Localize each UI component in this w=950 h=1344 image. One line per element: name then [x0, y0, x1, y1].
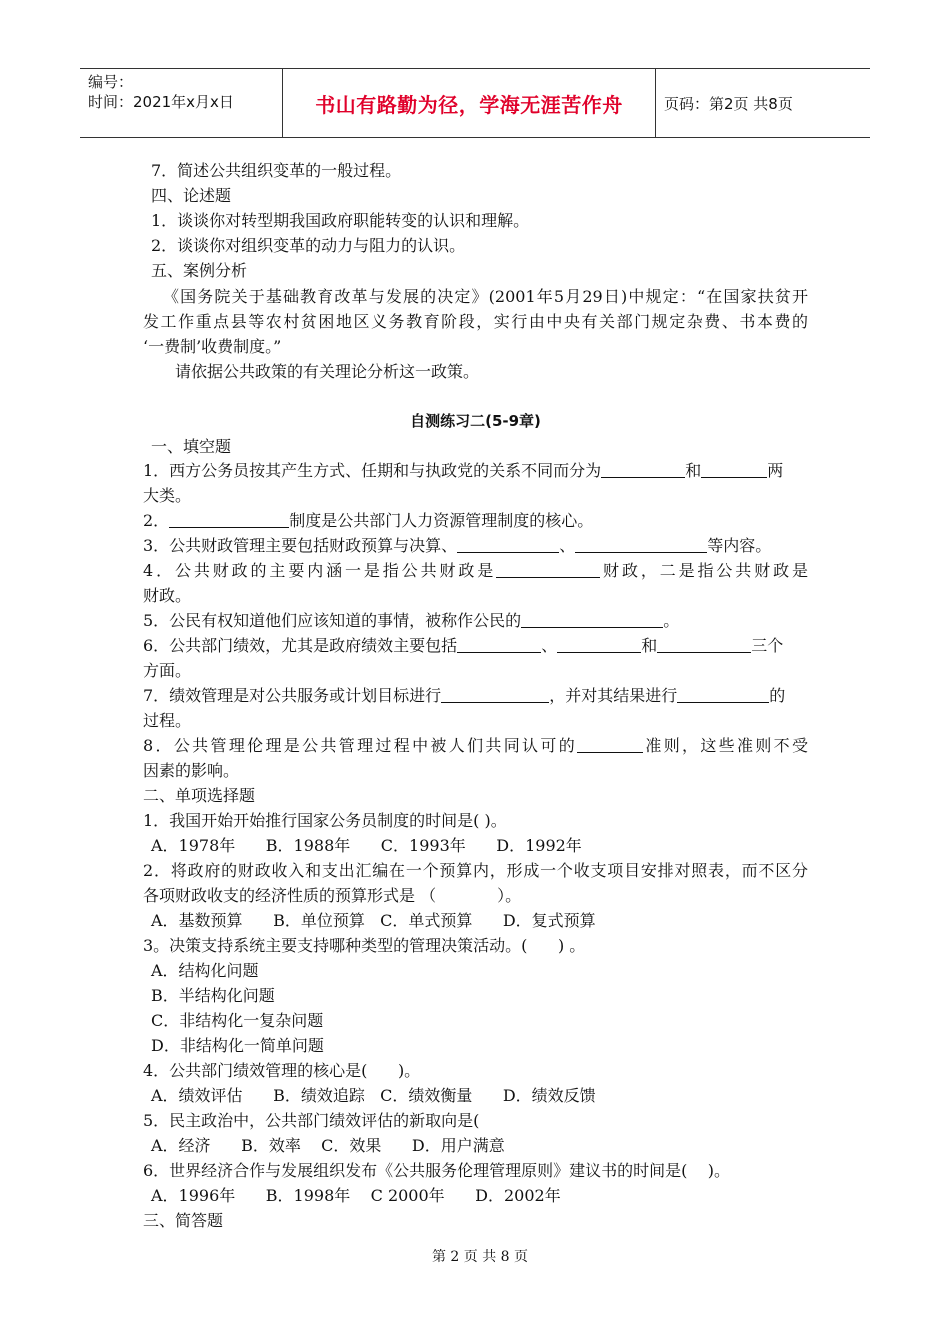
essay-question-1: 1．谈谈你对转型期我国政府职能转变的认识和理解。 [151, 211, 530, 230]
question-text: 准则，这些准则不受 [643, 736, 808, 755]
choice-options-2: A．基数预算 B．单位预算 C．单式预算 D．复式预算 [151, 911, 596, 930]
answer-blank[interactable] [601, 459, 685, 478]
question-text: 的 [769, 686, 786, 705]
fill-question-8-cont: 因素的影响。 [143, 761, 240, 780]
choice-question-2: 2．将政府的财政收入和支出汇编在一个预算内，形成一个收支项目安排对照表，而不区分 [143, 861, 808, 880]
choice-options-1: A．1978年 B．1988年 C．1993年 D．1992年 [151, 836, 582, 855]
question-text: 三个 [751, 636, 784, 655]
section-heading-short-answer: 三、简答题 [143, 1211, 224, 1230]
question-text: 。 [663, 611, 680, 630]
fill-question-2 [143, 508, 808, 533]
choice-question-2-cont: 各项财政收支的经济性质的预算形式是 （ ）。 [143, 886, 522, 905]
case-prompt: 请依据公共政策的有关理论分析这一政策。 [175, 362, 480, 381]
choice-options-6: A．1996年 B．1998年 C 2000年 D．2002年 [151, 1186, 561, 1205]
answer-blank[interactable] [169, 509, 289, 528]
fill-question-8 [143, 733, 808, 758]
fill-question-4 [143, 558, 808, 583]
answer-blank[interactable] [657, 634, 751, 653]
answer-blank[interactable] [441, 684, 549, 703]
question-text: 两 [767, 461, 784, 480]
choice-option-a: A．结构化问题 [151, 961, 259, 980]
question-7: 7．简述公共组织变革的一般过程。 [151, 161, 402, 180]
essay-question-2: 2．谈谈你对组织变革的动力与阻力的认识。 [151, 236, 466, 255]
fill-question-6 [143, 633, 808, 658]
fill-question-6-cont: 方面。 [143, 661, 192, 680]
document-number-label: 编号： [88, 73, 134, 91]
question-text: 6．公共部门绩效，尤其是政府绩效主要包括 [143, 636, 458, 655]
case-text-line: 《国务院关于基础教育改革与发展的决定》(2001年5月29日)中规定：“在国家扶贫开 [163, 287, 808, 306]
choice-question-1: 1．我国开始开始推行国家公务员制度的时间是( )。 [143, 811, 507, 830]
page-header [80, 68, 870, 138]
section-heading-essay: 四、论述题 [151, 186, 232, 205]
answer-blank[interactable] [701, 459, 767, 478]
question-text: 3．公共财政管理主要包括财政预算与决算、 [143, 536, 458, 555]
question-text: 2． [143, 511, 170, 530]
case-text-line: 发工作重点县等农村贫困地区义务教育阶段，实行由中央有关部门规定杂费、书本费的 [143, 312, 808, 331]
choice-option-b: B．半结构化问题 [151, 986, 275, 1005]
fill-question-1 [143, 458, 808, 483]
document-date-label: 时间：2021年x月x日 [88, 93, 234, 111]
section-heading-case: 五、案例分析 [151, 261, 248, 280]
page-info: 页码：第2页 共8页 [664, 94, 793, 113]
choice-question-3: 3。决策支持系统主要支持哪种类型的管理决策活动。( ) 。 [143, 936, 586, 955]
question-text: 、 [541, 636, 558, 655]
header-motto-cell [283, 69, 656, 137]
case-text-line: ‘一费制’收费制度。” [143, 337, 282, 356]
choice-question-6: 6．世界经济合作与发展组织发布《公共服务伦理管理原则》建议书的时间是( )。 [143, 1161, 731, 1180]
choice-question-5: 5．民主政治中，公共部门绩效评估的新取向是( [143, 1111, 480, 1130]
fill-question-1-cont: 大类。 [143, 486, 192, 505]
answer-blank[interactable] [457, 634, 541, 653]
choice-option-c: C．非结构化一复杂问题 [151, 1011, 324, 1030]
answer-blank[interactable] [577, 734, 643, 753]
choice-options-5: A．经济 B．效率 C．效果 D．用户满意 [151, 1136, 505, 1155]
question-text: 财政，二是指公共财政是 [600, 561, 808, 580]
motto-text: 书山有路勤为径，学海无涯苦作舟 [315, 92, 623, 117]
answer-blank[interactable] [496, 559, 600, 578]
fill-question-7-cont: 过程。 [143, 711, 192, 730]
question-text: 、 [559, 536, 576, 555]
fill-question-4-cont: 财政。 [143, 586, 192, 605]
section-heading-choice: 二、单项选择题 [143, 786, 256, 805]
question-text: 7．绩效管理是对公共服务或计划目标进行 [143, 686, 442, 705]
fill-question-5 [143, 608, 808, 633]
question-text: 8．公共管理伦理是公共管理过程中被人们共同认可的 [143, 736, 578, 755]
exercise-title: 自测练习二(5-9章) [410, 412, 541, 430]
question-text: 5．公民有权知道他们应该知道的事情，被称作公民的 [143, 611, 522, 630]
question-text: 4．公共财政的主要内涵一是指公共财政是 [143, 561, 497, 580]
answer-blank[interactable] [677, 684, 769, 703]
answer-blank[interactable] [457, 534, 559, 553]
header-meta-cell [80, 69, 283, 137]
question-text: 1．西方公务员按其产生方式、任期和与执政党的关系不同而分为 [143, 461, 602, 480]
answer-blank[interactable] [557, 634, 641, 653]
fill-question-7 [143, 683, 808, 708]
answer-blank[interactable] [575, 534, 707, 553]
fill-question-3 [143, 533, 808, 558]
question-text: 和 [641, 636, 658, 655]
question-text: 制度是公共部门人力资源管理制度的核心。 [289, 511, 594, 530]
choice-option-d: D．非结构化一简单问题 [151, 1036, 324, 1055]
question-text: 等内容。 [707, 536, 772, 555]
page-footer: 第 2 页 共 8 页 [431, 1249, 529, 1265]
header-page-cell [656, 69, 870, 137]
question-text: 和 [685, 461, 702, 480]
section-heading-fill: 一、填空题 [151, 437, 232, 456]
question-text: ，并对其结果进行 [549, 686, 678, 705]
choice-options-4: A．绩效评估 B．绩效追踪 C．绩效衡量 D．绩效反馈 [151, 1086, 596, 1105]
choice-question-4: 4．公共部门绩效管理的核心是( )。 [143, 1061, 421, 1080]
answer-blank[interactable] [521, 609, 663, 628]
